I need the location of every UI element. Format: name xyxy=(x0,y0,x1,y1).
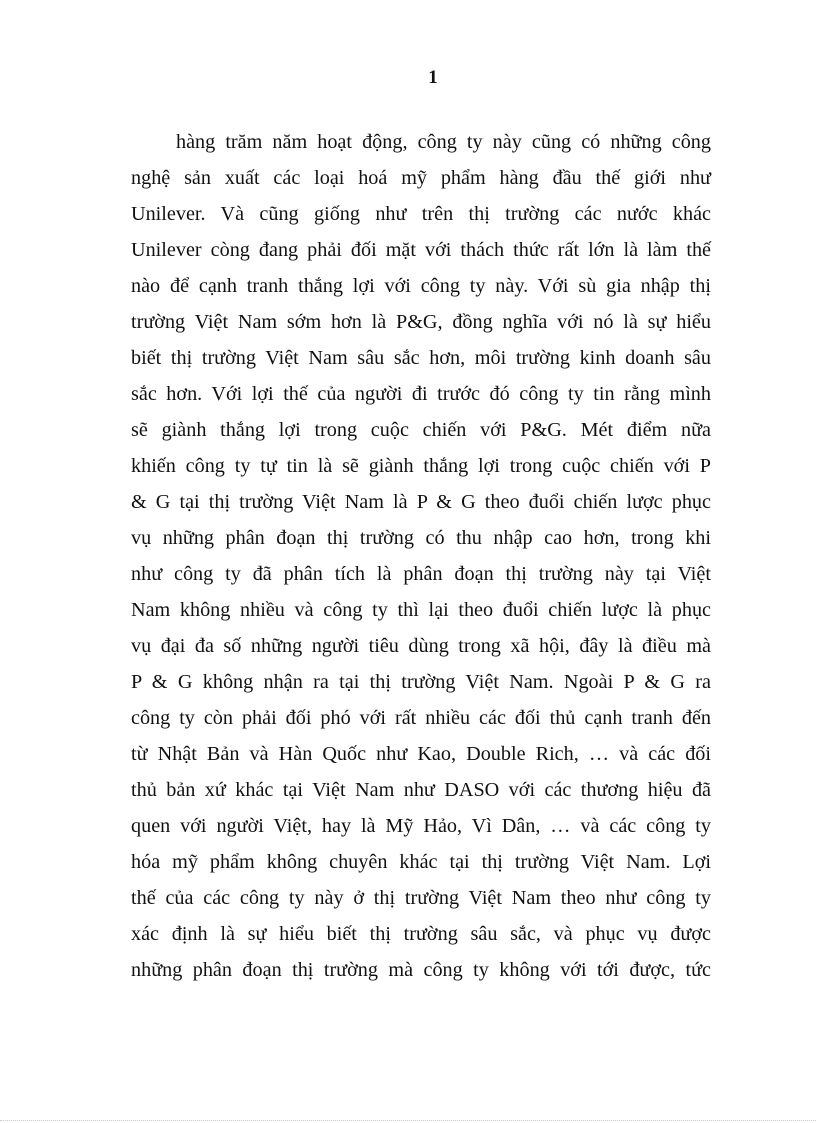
paragraph-line: xác định là sự hiểu biết thị trường sâu sắc, và phục vụ được xyxy=(131,923,711,945)
paragraph-line: biết thị trường Việt Nam sâu sắc hơn, môi trường kinh doanh sâu xyxy=(131,347,711,369)
paragraph-line: thủ bản xứ khác tại Việt Nam như DASO với các thương hiệu đã xyxy=(131,779,711,801)
paragraph-line: Unilever còng đang phải đối mặt với thách thức rất lớn là làm thế xyxy=(131,239,711,261)
paragraph-line: nghệ sản xuất các loại hoá mỹ phẩm hàng đầu thế giới như xyxy=(131,167,711,189)
paragraph-line: như công ty đã phân tích là phân đoạn thị trường này tại Việt xyxy=(131,563,711,585)
paragraph-line: hóa mỹ phẩm không chuyên khác tại thị trường Việt Nam. Lợi xyxy=(131,851,711,873)
paragraph-line: trường Việt Nam sớm hơn là P&G, đồng nghĩa với nó là sự hiểu xyxy=(131,311,711,333)
paragraph-line: hàng trăm năm hoạt động, công ty này cũng có những công xyxy=(176,131,711,153)
page-number: 1 xyxy=(428,67,438,88)
paragraph-line: thế của các công ty này ở thị trường Việt Nam theo như công ty xyxy=(131,887,711,909)
body-paragraph xyxy=(131,124,711,988)
paragraph-line: những phân đoạn thị trường mà công ty không với tới được, tức xyxy=(131,959,711,981)
paragraph-line: Nam không nhiều và công ty thì lại theo đuổi chiến lược là phục xyxy=(131,599,711,621)
paragraph-line: sắc hơn. Với lợi thế của người đi trước đó công ty tin rằng mình xyxy=(131,383,711,405)
paragraph-line: vụ những phân đoạn thị trường có thu nhập cao hơn, trong khi xyxy=(131,527,711,549)
paragraph-line: vụ đại đa số những người tiêu dùng trong xã hội, đây là điều mà xyxy=(131,635,711,657)
paragraph-line: từ Nhật Bản và Hàn Quốc như Kao, Double Rich, … và các đối xyxy=(131,743,711,765)
paragraph-line: sẽ giành thắng lợi trong cuộc chiến với P&G. Mét điểm nữa xyxy=(131,419,711,441)
page-bottom-divider xyxy=(0,1120,816,1121)
paragraph-line: Unilever. Và cũng giống như trên thị trường các nước khác xyxy=(131,203,711,225)
paragraph-line: & G tại thị trường Việt Nam là P & G theo đuổi chiến lược phục xyxy=(131,491,711,513)
paragraph-line: quen với người Việt, hay là Mỹ Hảo, Vì Dân, … và các công ty xyxy=(131,815,711,837)
paragraph-line: công ty còn phải đối phó với rất nhiều các đối thủ cạnh tranh đến xyxy=(131,707,711,729)
paragraph-line: P & G không nhận ra tại thị trường Việt Nam. Ngoài P & G ra xyxy=(131,671,711,693)
paragraph-line: khiến công ty tự tin là sẽ giành thắng lợi trong cuộc chiến với P xyxy=(131,455,711,477)
paragraph-line: nào để cạnh tranh thắng lợi với công ty này. Với sù gia nhập thị xyxy=(131,275,711,297)
